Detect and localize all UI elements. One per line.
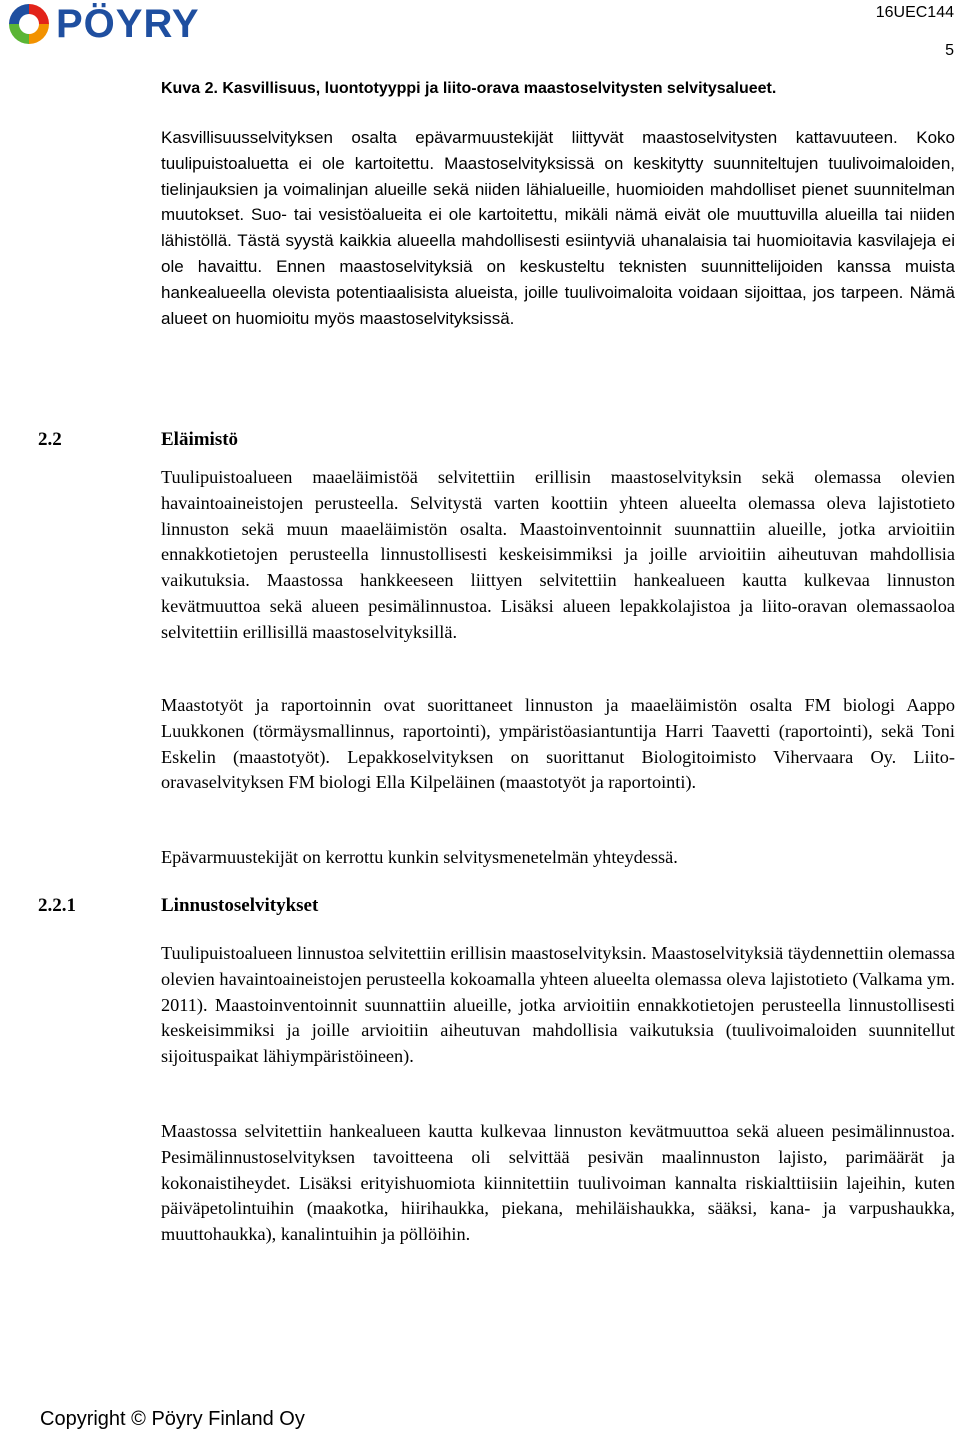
subsection-number: 2.2.1 — [38, 895, 76, 916]
intro-paragraph: Kasvillisuusselvityksen osalta epävarmuustekijät liittyvät maastoselvitysten kattavuuteen. Koko tuulipuistoaluetta ei ole kartoitettu. Maastoselvityksissä on keskitytty suunniteltujen tuulivoimaloiden, tielinjauksien ja voimalinjan alueille sekä niiden lähialueille, huomioiden mahdolliset pienet suunnitelman muutokset. Suo- tai vesistöalueita ei ole kartoitettu, mikäli nämä eivät ole muuttuvilla alueilla tai niiden lähistöllä. Tästä syystä kaikkia alueella mahdollisesti esiintyviä uhanalaisia tai huomioitavia kasvilajeja ei ole havaittu. Ennen maastoselvityksiä on keskusteltu teknisten suunnittelijoiden kanssa muista hankealueella olevista potentiaalisista alueista, joille tuulivoimaloita voidaan sijoittaa, jos tarpeen. Nämä alueet on huomioitu myös maastoselvityksissä. — [161, 128, 955, 328]
page-number: 5 — [945, 42, 954, 59]
subsection-paragraph: Maastossa selvitettiin hankealueen kautta kulkevaa linnuston kevätmuuttoa sekä alueen pesimälinnustoa. Pesimälinnustoselvityksen tavoitteena oli selvittää pesivän maalinnuston lajisto, parimäärät ja kokonaistiheydet. Lisäksi erityishuomiota kiinnitettiin tuulivoiman kannalta riskialttiisiin lajeihin, kuten päiväpetolintuihin (maakotka, hiirihaukka, piekana, mehiläishaukka, sääksi, kana- ja varpushaukka, muuttohaukka), kanalintuihin ja pöllöihin. — [161, 1121, 955, 1245]
section-number: 2.2 — [38, 429, 62, 450]
document-code: 16UEC144 — [875, 4, 954, 21]
subsection-paragraph: Tuulipuistoalueen linnustoa selvitettiin erillisin maastoselvityksin. Maastoselvityksiä täydennettiin olemassa olevien havaintoaineistojen perusteella kokoamalla yhteen alueelta olemassa oleva lajistotieto (Valkama ym. 2011). Maastoinventoinnit suunnattiin alueille, jotka arvioitiin ennakkotietojen perusteella linnustollisesti keskeisimmiksi ja joille arvioitiin aiheutuvan mahdollisia vaikutuksia (tuulivoimaloiden suunnitellut sijoituspaikat lähiympäristöineen). — [161, 943, 955, 1067]
section-paragraph: Maastotyöt ja raportoinnin ovat suorittaneet linnuston ja maaeläimistön osalta FM biologi Aappo Luukkonen (törmäysmallinnus, raportointi), ympäristöasiantuntija Harri Taavetti (raportointi), sekä Toni Eskelin (maastotyöt). Lepakkoselvityksen on suorittanut Biologitoimisto Vihervaara Oy. Liito-oravaselvityksen FM biologi Ella Kilpeläinen (maastotyöt ja raportointi). — [161, 695, 955, 793]
section-paragraph: Epävarmuustekijät on kerrottu kunkin selvitysmenetelmän yhteydessä. — [161, 847, 678, 867]
section-paragraph: Tuulipuistoalueen maaeläimistöä selvitettiin erillisin maastoselvityksin sekä olemassa olevien havaintoaineistojen perusteella. Selvitystä varten koottiin yhteen alueelta olemassa oleva lajistotieto linnuston sekä muun maaeläimistön osalta. Maastoinventoinnit suunnattiin alueille, jotka arvioitiin ennakkotietojen perusteella linnustollisesti keskeisimmiksi ja joille arvioitiin aiheutuvan mahdollisia vaikutuksia. Maastossa hankkeeseen liittyen selvitettiin hankealueen kautta kulkevaa linnuston kevätmuuttoa sekä alueen pesimälinnustoa. Lisäksi alueen lepakkolajistoa ja liito-oravan olemassaoloa selvitettiin erillisillä maastoselvityksillä. — [161, 467, 955, 642]
section-title: Eläimistö — [161, 429, 239, 450]
logo-wordmark: PÖYRY — [56, 2, 200, 46]
poyry-logo-mark-icon — [6, 1, 52, 47]
copyright-footer: Copyright © Pöyry Finland Oy — [40, 1408, 305, 1430]
figure-caption: Kuva 2. Kasvillisuus, luontotyyppi ja liito-orava maastoselvitysten selvitysalueet. — [161, 80, 777, 97]
subsection-title: Linnustoselvitykset — [161, 895, 319, 916]
poyry-logo — [6, 0, 200, 48]
